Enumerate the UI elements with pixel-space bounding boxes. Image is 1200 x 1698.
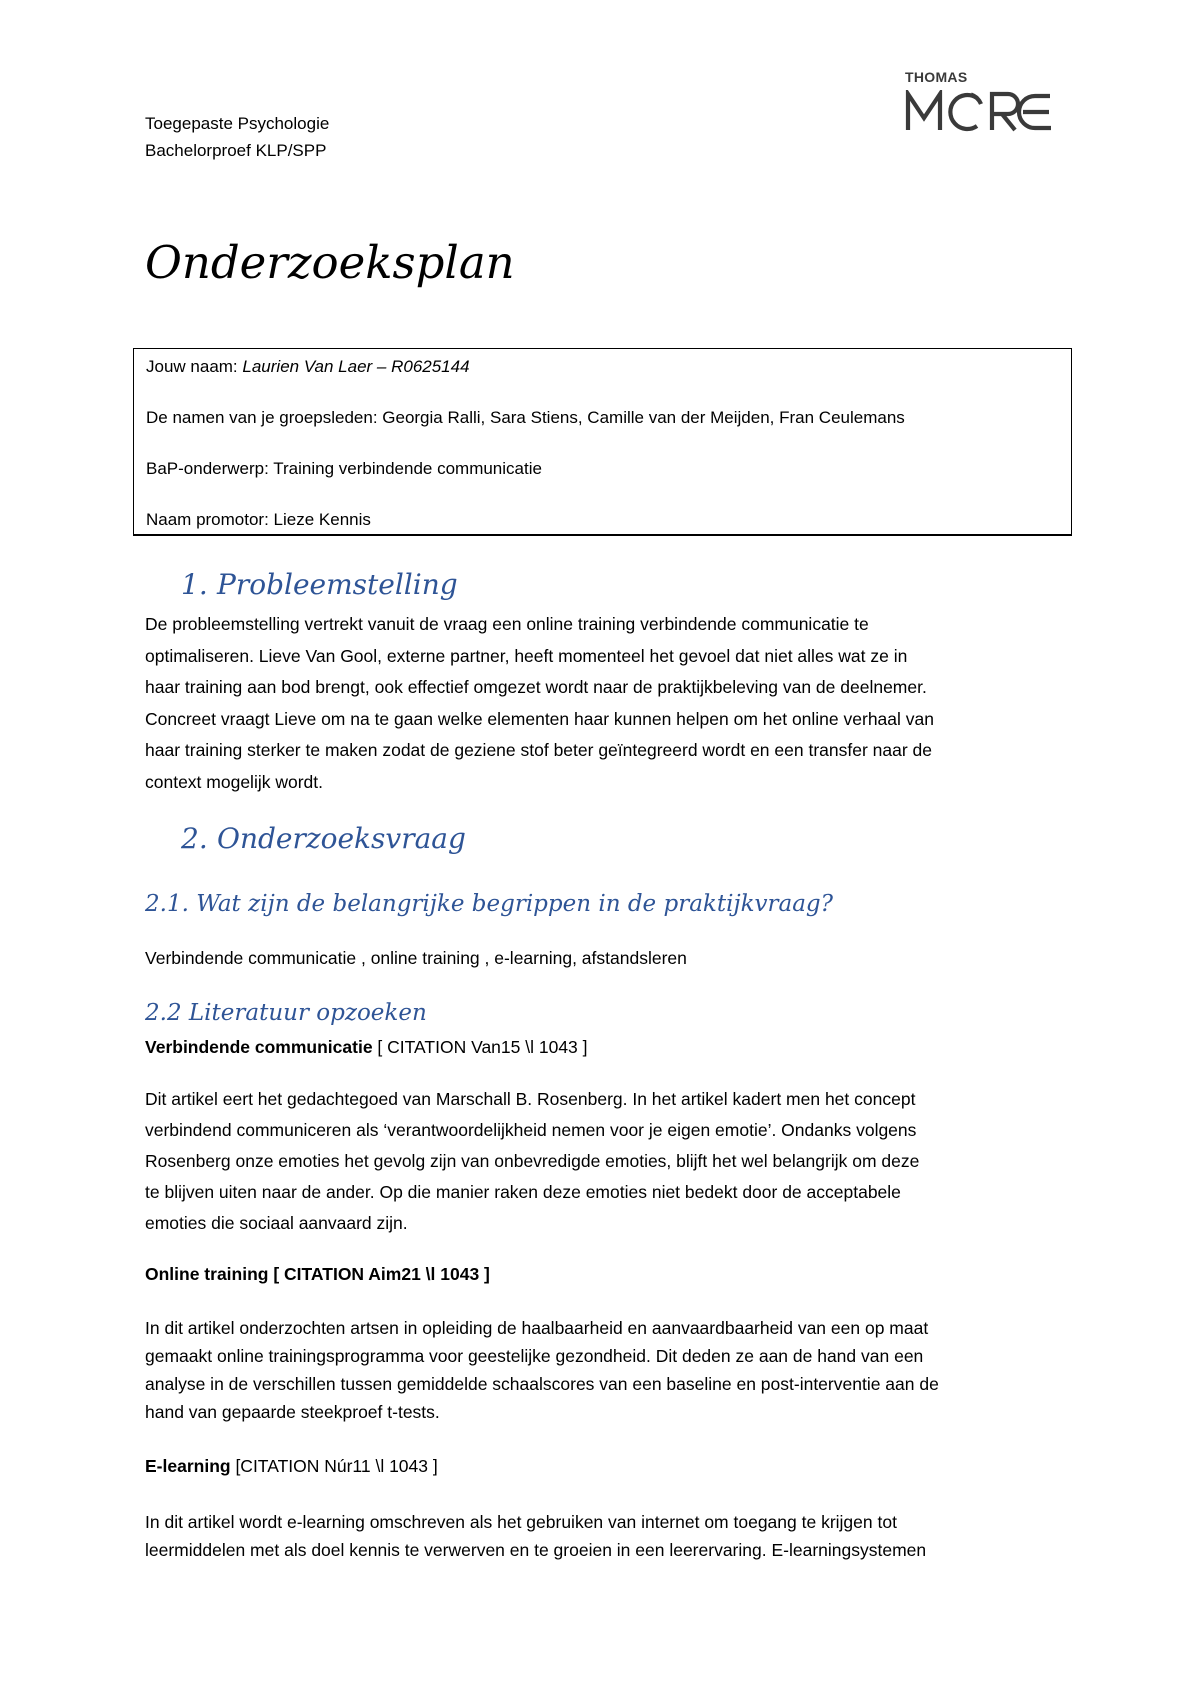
student-name-row [146, 357, 470, 377]
group-members-label: De namen van je groepsleden: [146, 408, 383, 427]
paragraph-line: verbindend communiceren als ‘verantwoordelijkheid nemen voor je eigen emotie’. Ondanks volgens [145, 1120, 917, 1140]
paragraph-line: Concreet vraagt Lieve om na te gaan welke elementen haar kunnen helpen om het online verhaal van [145, 708, 934, 729]
literature-item-title: E-learning [145, 1456, 231, 1476]
literature-item-paragraph [145, 1314, 1075, 1426]
subject-value: Training verbindende communicatie [273, 459, 542, 478]
paragraph-line: analyse in de verschillen tussen gemiddelde schaalscores van een baseline en post-interventie aan de [145, 1374, 939, 1394]
citation-field: [ CITATION Van15 \l 1043 ] [372, 1037, 588, 1057]
promotor-row [146, 510, 371, 530]
paragraph-line: Rosenberg onze emoties het gevolg zijn van onbevredigde emoties, blijft het wel belangrijk om deze [145, 1151, 920, 1171]
student-name-label: Jouw naam: [146, 357, 243, 376]
subsection-2-2-heading: 2.2 Literatuur opzoeken [145, 1000, 427, 1026]
paragraph-line: gemaakt online trainingsprogramma voor geestelijke gezondheid. Dit deden ze aan de hand van een [145, 1346, 924, 1366]
literature-item-heading [145, 1264, 490, 1285]
thomas-more-logo [905, 64, 1067, 134]
key-concepts-text: Verbindende communicatie , online training , e-learning, afstandsleren [145, 948, 687, 968]
group-members-row [146, 408, 905, 428]
promotor-label: Naam promotor: [146, 510, 274, 529]
department-label: Toegepaste Psychologie [145, 114, 330, 133]
section-1-paragraph [145, 609, 1075, 798]
subject-row [146, 459, 542, 479]
student-name-value: Laurien Van Laer – R0625144 [242, 357, 470, 376]
literature-item-heading [145, 1037, 588, 1058]
paragraph-line: In dit artikel wordt e-learning omschreven als het gebruiken van internet om toegang te krijgen tot [145, 1512, 897, 1532]
subject-label: BaP-onderwerp: [146, 459, 274, 478]
section-1-title: Probleemstelling [217, 568, 458, 601]
page-title: Onderzoeksplan [145, 236, 515, 289]
literature-item-title: Verbindende communicatie [145, 1037, 373, 1057]
literature-item-paragraph [145, 1508, 1075, 1564]
header-info [145, 110, 329, 164]
citation-field: [ CITATION Aim21 \l 1043 ] [268, 1264, 490, 1284]
literature-item-paragraph [145, 1084, 1075, 1239]
logo-more-icon [905, 90, 1067, 134]
paragraph-line: leermiddelen met als doel kennis te verwerven en te groeien in een leerervaring. E-learningsystemen [145, 1540, 927, 1560]
paragraph-line: te blijven uiten naar de ander. Op die manier raken deze emoties niet bedekt door de acceptabele [145, 1182, 901, 1202]
paragraph-line: haar training sterker te maken zodat de geziene stof beter geïntegreerd wordt en een transfer naar de [145, 740, 933, 760]
section-2-number: 2. [181, 822, 208, 855]
literature-item-heading [145, 1456, 438, 1477]
paragraph-line: context mogelijk wordt. [145, 771, 323, 792]
paragraph-line: De probleemstelling vertrekt vanuit de vraag een online training verbindende communicatie te [145, 614, 869, 634]
paragraph-line: optimaliseren. Lieve Van Gool, externe partner, heeft momenteel het gevoel dat niet alles wat ze in [145, 645, 908, 666]
logo-small-text: THOMAS [905, 69, 968, 85]
paragraph-line: In dit artikel onderzochten artsen in opleiding de haalbaarheid en aanvaardbaarheid van een op maat [145, 1318, 929, 1338]
literature-item-title: Online training [145, 1264, 269, 1284]
section-1-number: 1. [181, 568, 208, 601]
citation-field: [CITATION Núr11 \l 1043 ] [230, 1456, 438, 1476]
paragraph-line: haar training aan bod brengt, ook effectief omgezet wordt naar de praktijkbeleving van de deelnemer. [145, 677, 927, 697]
subsection-2-1-heading: 2.1. Wat zijn de belangrijke begrippen in de praktijkvraag? [145, 891, 833, 917]
section-2-title: Onderzoeksvraag [217, 822, 466, 855]
paragraph-line: emoties die sociaal aanvaard zijn. [145, 1213, 408, 1233]
paragraph-line: hand van gepaarde steekproef t-tests. [145, 1402, 440, 1422]
student-info-box [133, 348, 1072, 536]
section-2-heading [181, 822, 466, 855]
promotor-value: Lieze Kennis [273, 510, 371, 529]
group-members-value: Georgia Ralli, Sara Stiens, Camille van der Meijden, Fran Ceulemans [382, 408, 905, 427]
section-1-heading [181, 568, 458, 601]
course-label: Bachelorproef KLP/SPP [145, 141, 327, 160]
paragraph-line: Dit artikel eert het gedachtegoed van Marschall B. Rosenberg. In het artikel kadert men het concept [145, 1089, 916, 1109]
